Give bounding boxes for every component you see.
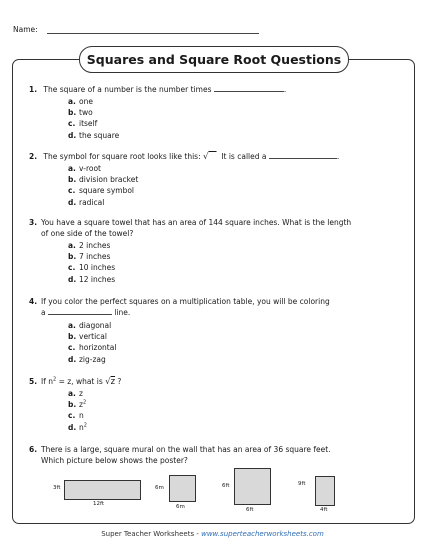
- option-text: square symbol: [79, 186, 135, 196]
- question-1: [29, 84, 389, 95]
- option-text: division bracket: [79, 175, 139, 185]
- answer-blank[interactable]: [48, 307, 112, 315]
- option-letter: a.: [68, 97, 76, 106]
- option-exponent: 2: [83, 422, 87, 429]
- square-shape: [234, 468, 271, 505]
- option-text: 7 inches: [79, 252, 111, 262]
- option-a[interactable]: [68, 240, 115, 251]
- option-letter: d.: [68, 197, 77, 207]
- option-letter: b.: [68, 108, 77, 118]
- question-number: 2.: [29, 152, 38, 161]
- question-text: The symbol for square root looks like this:: [43, 152, 201, 161]
- radicand: z: [110, 377, 116, 387]
- option-d[interactable]: [68, 197, 138, 208]
- question-text: If you color the perfect squares on a multiplication table, you will be coloring: [41, 297, 330, 306]
- option-letter: d.: [68, 422, 77, 432]
- picture-option-4[interactable]: [298, 476, 343, 516]
- bottom-label: 12ft: [93, 501, 104, 507]
- option-c[interactable]: [68, 185, 138, 196]
- option-letter: b.: [68, 252, 77, 262]
- question-2: [29, 151, 389, 163]
- side-label: 9ft: [298, 481, 306, 487]
- question-1-options: [68, 96, 119, 141]
- option-letter: a.: [68, 241, 76, 250]
- name-label: Name:: [13, 25, 38, 34]
- option-d[interactable]: [68, 422, 87, 433]
- bottom-label: 4ft: [320, 507, 328, 513]
- punctuation: .: [283, 85, 287, 94]
- question-text-b: = z, what is: [56, 377, 106, 386]
- option-text: z: [79, 389, 83, 398]
- option-a[interactable]: [68, 388, 87, 399]
- bottom-label: 6m: [176, 504, 185, 510]
- option-letter: a.: [68, 321, 76, 330]
- question-number: 1.: [29, 85, 38, 94]
- footer-separator: -: [194, 530, 202, 538]
- option-text: 12 inches: [79, 274, 116, 284]
- rectangle-shape: [315, 476, 335, 506]
- option-b[interactable]: [68, 107, 119, 118]
- option-text: one: [79, 97, 93, 106]
- question-2-options: [68, 163, 138, 208]
- bottom-label: 6ft: [246, 507, 254, 513]
- question-4: [29, 296, 389, 318]
- option-a[interactable]: [68, 163, 138, 174]
- option-text: v-root: [79, 164, 101, 173]
- option-text: the square: [79, 130, 120, 140]
- picture-option-1[interactable]: [53, 480, 153, 510]
- question-5: [29, 376, 389, 388]
- side-label: 6ft: [222, 483, 230, 489]
- option-text: 10 inches: [79, 263, 116, 273]
- name-field: [13, 25, 38, 34]
- option-c[interactable]: [68, 410, 87, 421]
- option-letter: c.: [68, 263, 76, 273]
- option-letter: b.: [68, 400, 77, 410]
- option-c[interactable]: [68, 342, 116, 353]
- option-letter: c.: [68, 411, 76, 421]
- option-b[interactable]: [68, 331, 116, 342]
- question-number: 3.: [29, 218, 38, 227]
- option-letter: a.: [68, 389, 76, 398]
- name-line[interactable]: [47, 33, 259, 34]
- option-text: z: [79, 400, 83, 410]
- option-b[interactable]: [68, 399, 87, 410]
- option-exponent: 2: [82, 399, 87, 406]
- square-shape: [169, 475, 196, 502]
- question-text-a: If n: [41, 377, 53, 386]
- option-d[interactable]: [68, 354, 116, 365]
- option-c[interactable]: [68, 118, 119, 129]
- question-text-line2: Which picture below shows the poster?: [41, 456, 188, 466]
- rectangle-shape: [64, 480, 141, 500]
- question-text-line: line.: [114, 308, 131, 318]
- question-4-options: [68, 320, 116, 365]
- question-3: [29, 217, 389, 239]
- option-text: itself: [79, 119, 98, 129]
- question-number: 5.: [29, 377, 38, 386]
- question-5-options: [68, 388, 87, 433]
- option-d[interactable]: [68, 130, 119, 141]
- radical-symbol: √z: [105, 377, 116, 387]
- question-text: There is a large, square mural on the wall that has an area of 36 square feet.: [41, 445, 331, 454]
- question-text: You have a square towel that has an area of 144 square inches. What is the length: [41, 218, 352, 227]
- radical-symbol: √: [203, 152, 209, 162]
- option-a[interactable]: [68, 320, 116, 331]
- picture-option-2[interactable]: [155, 474, 200, 514]
- question-text-line2: of one side of the towel?: [41, 229, 134, 239]
- footer: [0, 530, 425, 538]
- option-text: 2 inches: [79, 241, 111, 250]
- option-b[interactable]: [68, 174, 138, 185]
- picture-option-3[interactable]: [222, 468, 277, 516]
- option-text: vertical: [79, 332, 107, 342]
- exponent: 2: [53, 376, 57, 383]
- footer-brand: Super Teacher Worksheets: [101, 530, 195, 538]
- side-label: 3ft: [53, 485, 61, 491]
- option-letter: d.: [68, 274, 77, 284]
- option-text: zig-zag: [79, 354, 106, 364]
- option-text: diagonal: [79, 321, 112, 330]
- question-text-c: ?: [115, 377, 122, 386]
- footer-url-link[interactable]: www.superteacherworksheets.com: [201, 530, 324, 538]
- option-text: two: [79, 108, 93, 118]
- option-letter: a.: [68, 164, 76, 173]
- option-text: horizontal: [79, 343, 117, 353]
- question-text: The square of a number is the number times: [43, 85, 212, 94]
- option-c[interactable]: [68, 262, 115, 273]
- option-letter: b.: [68, 332, 77, 342]
- worksheet-title: Squares and Square Root Questions: [79, 46, 349, 73]
- option-letter: d.: [68, 130, 77, 140]
- option-a[interactable]: [68, 96, 119, 107]
- option-text: radical: [79, 197, 105, 207]
- answer-blank[interactable]: [214, 84, 287, 94]
- question-number: 4.: [29, 297, 38, 306]
- answer-blank[interactable]: [269, 151, 340, 161]
- question-text-2: It is called a: [221, 152, 267, 161]
- question-3-options: [68, 240, 115, 285]
- option-letter: c.: [68, 119, 76, 129]
- side-label: 6m: [155, 485, 164, 491]
- option-b[interactable]: [68, 251, 115, 262]
- option-letter: d.: [68, 354, 77, 364]
- option-letter: c.: [68, 343, 76, 353]
- option-d[interactable]: [68, 274, 115, 285]
- question-text-a: a: [41, 308, 46, 318]
- option-text: n: [79, 411, 84, 421]
- option-letter: c.: [68, 186, 76, 196]
- option-letter: b.: [68, 175, 77, 185]
- punctuation: .: [336, 152, 340, 161]
- question-number: 6.: [29, 445, 38, 454]
- question-6: [29, 444, 389, 466]
- option-text: n: [79, 422, 84, 432]
